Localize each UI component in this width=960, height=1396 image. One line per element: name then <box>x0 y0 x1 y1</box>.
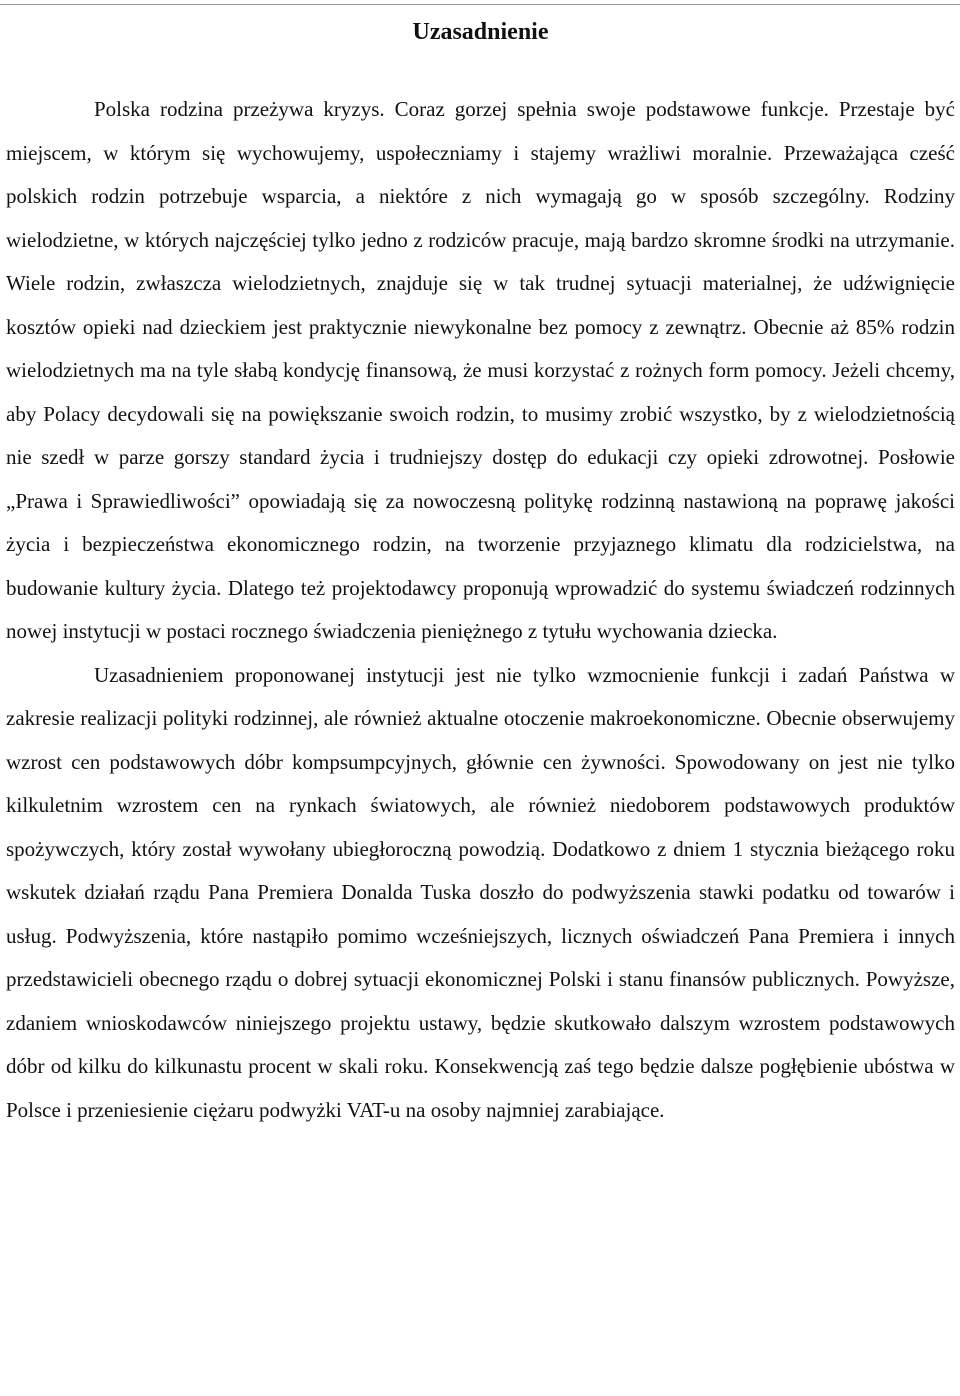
document-title: Uzasadnienie <box>412 19 549 45</box>
paragraph-1: Polska rodzina przeżywa kryzys. Coraz gorzej spełnia swoje podstawowe funkcje. Przestaje być miejscem, w którym się wychowujemy, uspołeczniamy i stajemy wrażliwi moralnie. Przeważająca cześć polskich rodzin potrzebuje wsparcia, a niektóre z nich wymagają go w sposób szczególny. Rodziny wielodzietne, w których najczęściej tylko jedno z rodziców pracuje, mają bardzo skromne środki na utrzymanie. Wiele rodzin, zwłaszcza wielodzietnych, znajduje się w tak trudnej sytuacji materialnej, że udźwignięcie kosztów opieki nad dzieckiem jest praktycznie niewykonalne bez pomocy z zewnątrz. Obecnie aż 85% rodzin wielodzietnych ma na tyle słabą kondycję finansową, że musi korzystać z rożnych form pomocy. Jeżeli chcemy, aby Polacy decydowali się na powiększanie swoich rodzin, to musimy zrobić wszystko, by z wielodzietnością nie szedł w parze gorszy standard życia i trudniejszy dostęp do edukacji czy opieki zdrowotnej. Posłowie „Prawa i Sprawiedliwości” opowiadają się za nowoczesną politykę rodzinną nastawioną na poprawę jakości życia i bezpieczeństwa ekonomicznego rodzin, na tworzenie przyjaznego klimatu dla rodzicielstwa, na budowanie kultury życia. Dlatego też projektodawcy proponują wprowadzić do systemu świadczeń rodzinnych nowej instytucji w postaci rocznego świadczenia pieniężnego z tytułu wychowania dziecka. <box>6 97 955 643</box>
document-page <box>6 0 955 1132</box>
paragraph-2: Uzasadnieniem proponowanej instytucji jest nie tylko wzmocnienie funkcji i zadań Państwa w zakresie realizacji polityki rodzinnej, ale również aktualne otoczenie makroekonomiczne. Obecnie obserwujemy wzrost cen podstawowych dóbr kompsumpcyjnych, głównie cen żywności. Spowodowany on jest nie tylko kilkuletnim wzrostem cen na rynkach światowych, ale również niedoborem podstawowych produktów spożywczych, który został wywołany ubiegłoroczną powodzią. Dodatkowo z dniem 1 stycznia bieżącego roku wskutek działań rządu Pana Premiera Donalda Tuska doszło do podwyższenia stawki podatku od towarów i usług. Podwyższenia, które nastąpiło pomimo wcześniejszych, licznych oświadczeń Pana Premiera i innych przedstawicieli obecnego rządu o dobrej sytuacji ekonomicznej Polski i stanu finansów publicznych. Powyższe, zdaniem wnioskodawców niniejszego projektu ustawy, będzie skutkowało dalszym wzrostem podstawowych dóbr od kilku do kilkunastu procent w skali roku. Konsekwencją zaś tego będzie dalsze pogłębienie ubóstwa w Polsce i przeniesienie ciężaru podwyżki VAT-u na osoby najmniej zarabiające. <box>6 662 955 1122</box>
